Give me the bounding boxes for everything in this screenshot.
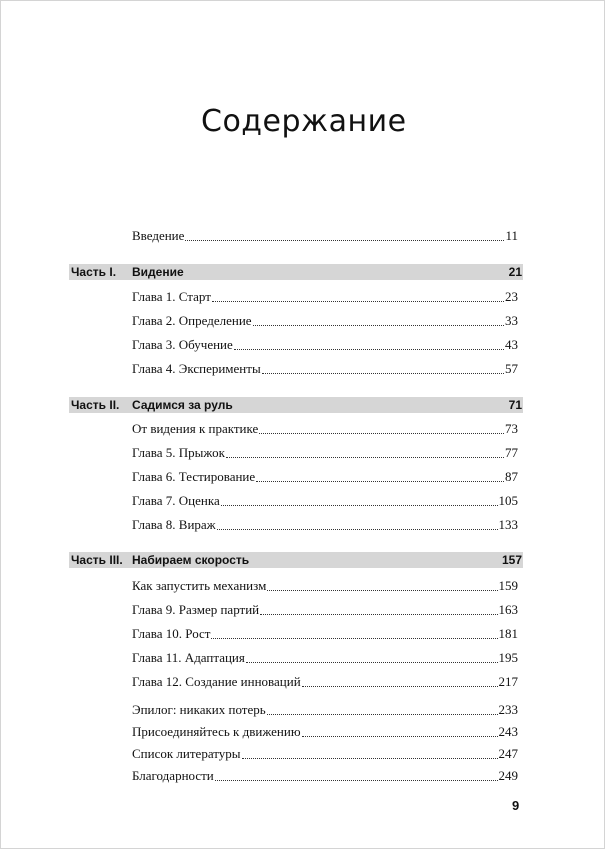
toc-entry-page: 159	[498, 578, 518, 593]
dot-leader	[242, 748, 498, 759]
toc-entry-title: Глава 2. Определение	[132, 313, 252, 328]
dot-leader	[234, 339, 504, 350]
toc-entry-page: 77	[505, 445, 518, 460]
toc-entry-page: 249	[498, 768, 518, 783]
toc-entry-page: 73	[505, 421, 518, 436]
part-label: Часть II.	[71, 398, 120, 412]
toc-entry[interactable]	[132, 467, 518, 485]
dot-leader	[211, 628, 497, 639]
part-title: Садимся за руль	[132, 398, 233, 412]
dot-leader	[302, 726, 498, 737]
toc-entry-title: От видения к практике	[132, 421, 259, 436]
toc-entry[interactable]	[132, 287, 518, 305]
dot-leader	[259, 423, 504, 434]
toc-part-3[interactable]	[69, 552, 523, 568]
toc-entry-title: Глава 3. Обучение	[132, 337, 233, 352]
dot-leader	[217, 519, 498, 530]
toc-entry-page: 247	[498, 746, 518, 761]
toc-entry-bibliography[interactable]	[132, 744, 518, 762]
toc-entry[interactable]	[132, 419, 518, 437]
toc-entry[interactable]	[132, 576, 518, 594]
toc-entry-page: 11	[505, 228, 518, 243]
toc-entry[interactable]	[132, 359, 518, 377]
page-title: Содержание	[201, 104, 407, 139]
dot-leader	[246, 652, 498, 663]
part-label: Часть I.	[71, 265, 117, 279]
toc-entry-page: 133	[498, 517, 518, 532]
toc-entry-title: Благодарности	[132, 768, 214, 783]
toc-entry-page: 243	[498, 724, 518, 739]
part-title: Видение	[132, 265, 184, 279]
toc-entry[interactable]	[132, 443, 518, 461]
part-page: 21	[508, 265, 522, 279]
toc-entry-title: Присоединяйтесь к движению	[132, 724, 301, 739]
dot-leader	[226, 447, 504, 458]
toc-entry-page: 23	[505, 289, 518, 304]
toc-entry-title: Глава 1. Старт	[132, 289, 211, 304]
toc-entry-page: 43	[505, 337, 518, 352]
toc-entry-title: Глава 8. Вираж	[132, 517, 216, 532]
dot-leader	[267, 580, 497, 591]
toc-entry-page: 233	[498, 702, 518, 717]
dot-leader	[262, 363, 504, 374]
toc-entry[interactable]	[132, 311, 518, 329]
toc-part-1[interactable]	[69, 264, 523, 280]
toc-entry-title: Глава 9. Размер партий	[132, 602, 260, 617]
part-title: Набираем скорость	[132, 553, 250, 567]
toc-entry-title: Эпилог: никаких потерь	[132, 702, 266, 717]
dot-leader	[256, 471, 504, 482]
toc-entry-page: 33	[505, 313, 518, 328]
toc-entry-title: Глава 5. Прыжок	[132, 445, 225, 460]
dot-leader	[212, 291, 504, 302]
toc-entry-title: Список литературы	[132, 746, 241, 761]
toc-part-2[interactable]	[69, 397, 523, 413]
toc-entry[interactable]	[132, 600, 518, 618]
toc-entry-page: 217	[498, 674, 518, 689]
part-page: 157	[501, 553, 522, 567]
toc-entry-page: 181	[498, 626, 518, 641]
page-number: 9	[512, 798, 520, 813]
dot-leader	[221, 495, 498, 506]
toc-entry-page: 163	[498, 602, 518, 617]
dot-leader	[260, 604, 497, 615]
toc-entry-page: 57	[505, 361, 518, 376]
toc-entry-page: 105	[498, 493, 518, 508]
toc-entry-page: 195	[498, 650, 518, 665]
dot-leader	[302, 676, 498, 687]
toc-entry-epilogue[interactable]	[132, 700, 518, 718]
toc-entry-title: Глава 10. Рост	[132, 626, 211, 641]
toc-entry[interactable]	[132, 335, 518, 353]
toc-entry-join[interactable]	[132, 722, 518, 740]
toc-entry[interactable]	[132, 648, 518, 666]
part-page: 71	[508, 398, 522, 412]
dot-leader	[267, 704, 498, 715]
dot-leader	[185, 230, 504, 241]
toc-entry-intro[interactable]	[132, 226, 518, 244]
toc-entry[interactable]	[132, 515, 518, 533]
toc-entry[interactable]	[132, 672, 518, 690]
toc-entry-acknowledgements[interactable]	[132, 766, 518, 784]
toc-entry[interactable]	[132, 624, 518, 642]
toc-entry-title: Глава 12. Создание инноваций	[132, 674, 301, 689]
toc-entry-title: Глава 11. Адаптация	[132, 650, 245, 665]
toc-entry-title: Глава 6. Тестирование	[132, 469, 256, 484]
dot-leader	[253, 315, 504, 326]
toc-entry-title: Глава 7. Оценка	[132, 493, 220, 508]
toc-entry-page: 87	[505, 469, 518, 484]
toc-entry-title: Введение	[132, 228, 185, 243]
toc-entry-title: Глава 4. Эксперименты	[132, 361, 261, 376]
toc-entry[interactable]	[132, 491, 518, 509]
dot-leader	[215, 770, 498, 781]
part-label: Часть III.	[71, 553, 123, 567]
toc-entry-title: Как запустить механизм	[132, 578, 267, 593]
